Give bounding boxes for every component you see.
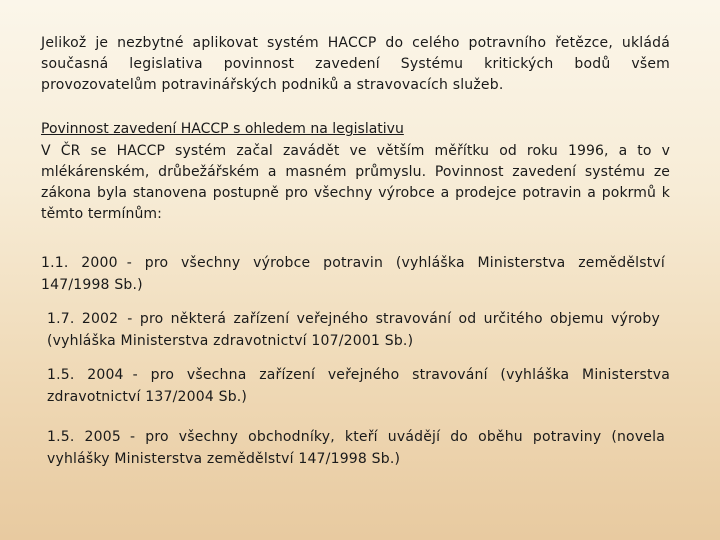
deadline-item xyxy=(47,308,660,352)
deadline-text: - pro všechna zařízení veřejného stravování (vyhláška Ministerstva zdravotnictví 137/2004 Sb.) xyxy=(47,367,670,405)
deadline-text: - pro některá zařízení veřejného stravování od určitého objemu výroby (vyhláška Ministerstva zdravotnictví 107/2001 Sb.) xyxy=(47,311,660,349)
deadline-date: 1.1. 2000 xyxy=(41,255,118,271)
deadline-item xyxy=(47,426,665,470)
deadline-item xyxy=(41,252,665,296)
deadline-date: 1.5. 2004 xyxy=(47,367,124,383)
intro-paragraph: Jelikož je nezbytné aplikovat systém HACCP do celého potravního řetězce, ukládá současná legislativa povinnost zavedení Systému kritických bodů všem provozovatelům potravinářských podniků a stravovacích služeb. xyxy=(41,35,670,93)
deadline-item xyxy=(47,364,670,408)
legislation-paragraph: V ČR se HACCP systém začal zavádět ve větším měřítku od roku 1996, a to v mlékárenském, drůbežářském a masném průmyslu. Povinnost zavedení systému ze zákona byla stanovena postupně pro všechny výrobce a prodejce potravin a pokrmů k těmto termínům: xyxy=(41,143,670,222)
deadline-text: - pro všechny výrobce potravin (vyhláška Ministerstva zemědělství 147/1998 Sb.) xyxy=(41,255,665,293)
deadline-text: - pro všechny obchodníky, kteří uvádějí do oběhu potraviny (novela vyhlášky Ministerstva zemědělství 147/1998 Sb.) xyxy=(47,429,665,467)
deadline-date: 1.7. 2002 xyxy=(47,311,119,327)
legislation-heading: Povinnost zavedení HACCP s ohledem na legislativu xyxy=(41,121,404,137)
deadline-date: 1.5. 2005 xyxy=(47,429,121,445)
